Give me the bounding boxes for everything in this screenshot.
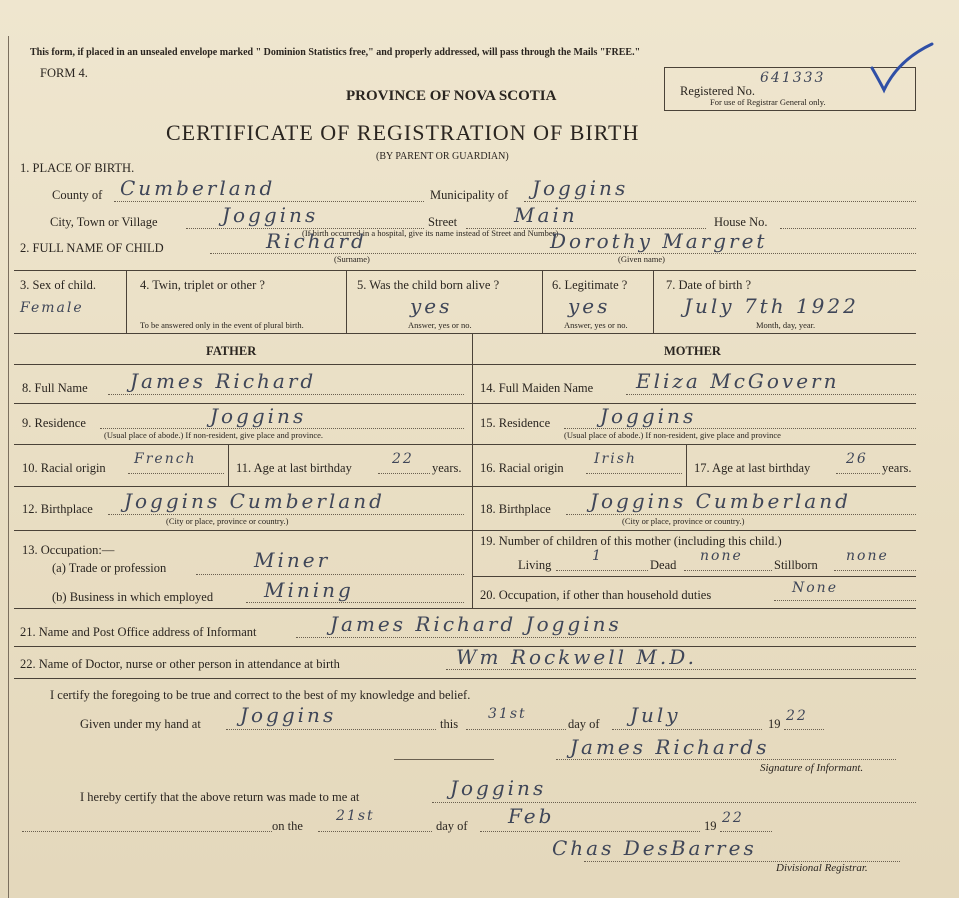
mother-birthplace-label: 18. Birthplace [480,502,551,516]
children-label: 19. Number of children of this mother (including this child.) [480,534,782,548]
certificate-subtitle: (BY PARENT OR GUARDIAN) [376,151,509,162]
alive-note: Answer, yes or no. [408,320,472,330]
father-birthplace: Joggins Cumberland [124,489,385,513]
father-racial: French [134,451,197,467]
stillborn-label: Stillborn [774,558,818,572]
business-value: Mining [264,578,354,602]
hospital-note: (If birth occurred in a hospital, give its name instead of Street and Number) [302,228,559,238]
house-label: House No. [714,215,768,229]
father-birthplace-note: (City or place, province or country.) [166,516,289,526]
given-note: (Given name) [618,254,665,264]
registrar-place: Joggins [450,776,547,800]
county-value: Cumberland [120,176,276,200]
doctor-value: Wm Rockwell M.D. [456,645,697,669]
province-heading: PROVINCE OF NOVA SCOTIA [346,88,557,104]
city-value: Joggins [222,203,319,227]
cert-month: July [630,703,681,727]
dob-note: Month, day, year. [756,320,816,330]
father-name-label: 8. Full Name [22,381,88,395]
left-border [8,36,9,898]
mother-residence: Joggins [600,404,697,428]
dead-value: none [700,548,743,564]
sex-value: Female [20,300,84,316]
sex-label: 3. Sex of child. [20,278,97,292]
father-age-label: 11. Age at last birthday [236,461,352,475]
informant-label: 21. Name and Post Office address of Informant [20,625,257,639]
mother-name: Eliza McGovern [636,369,840,393]
checkmark-icon [868,40,938,100]
father-racial-label: 10. Racial origin [22,461,106,475]
cert-day-label: day of [568,717,600,731]
registrar-text: I hereby certify that the above return was made to me at [80,790,360,804]
registrar-year: 22 [722,810,744,826]
mother-occupation: None [792,580,838,596]
city-label: City, Town or Village [50,215,158,229]
mother-residence-note: (Usual place of abode.) If non-resident, give place and province [564,430,781,440]
given-label: Given under my hand at [80,717,201,731]
mother-birthplace-note: (City or place, province or country.) [622,516,745,526]
doctor-label: 22. Name of Doctor, nurse or other person in attendance at birth [20,657,340,671]
cert-year-prefix: 19 [768,717,781,731]
mother-racial-label: 16. Racial origin [480,461,564,475]
father-name: James Richard [130,369,317,393]
alive-label: 5. Was the child born alive ? [357,278,500,292]
father-heading: FATHER [206,344,257,358]
mother-name-label: 14. Full Maiden Name [480,381,594,395]
registered-label: Registered No. [680,84,755,98]
mother-age-label: 17. Age at last birthday [694,461,811,475]
municipality-value: Joggins [532,176,629,200]
trade-label: (a) Trade or profession [52,561,167,575]
registrar-month: Feb [508,804,555,828]
dob-value: July 7th 1922 [684,294,859,318]
father-birthplace-label: 12. Birthplace [22,502,93,516]
certify-text: I certify the foregoing to be true and correct to the best of my knowledge and belief. [50,688,471,702]
mother-age: 26 [846,451,868,467]
legitimate-note: Answer, yes or no. [564,320,628,330]
county-label: County of [52,188,103,202]
informant-value: James Richard Joggins [330,612,622,636]
informant-signature: James Richards [570,735,770,759]
alive-value: yes [410,294,453,318]
business-label: (b) Business in which employed [52,590,214,604]
certificate-title: CERTIFICATE OF REGISTRATION OF BIRTH [166,120,640,145]
legitimate-value: yes [568,294,611,318]
dob-label: 7. Date of birth ? [666,278,752,292]
street-label: Street [428,215,458,229]
this-label: this [440,717,459,731]
mother-occupation-label: 20. Occupation, if other than household duties [480,588,712,602]
municipality-label: Municipality of [430,188,509,202]
street-value: Main [514,203,578,227]
legitimate-label: 6. Legitimate ? [552,278,628,292]
mother-birthplace: Joggins Cumberland [590,489,851,513]
twin-note: To be answered only in the event of plural birth. [140,320,304,330]
cert-year: 22 [786,708,808,724]
father-residence-label: 9. Residence [22,416,86,430]
registrar-year-prefix: 19 [704,819,717,833]
registrar-signature: Chas DesBarres [552,836,757,860]
father-occupation-label: 13. Occupation:— [22,543,115,557]
mother-residence-label: 15. Residence [480,416,551,430]
mother-racial: Irish [594,451,637,467]
registrar-day: 21st [336,808,375,824]
registrar-note: For use of Registrar General only. [710,97,826,107]
mother-heading: MOTHER [664,344,721,358]
stillborn-value: none [846,548,889,564]
trade-value: Miner [254,548,331,572]
father-residence: Joggins [210,404,307,428]
place-heading: 1. PLACE OF BIRTH. [20,161,135,175]
father-years: years. [432,461,462,475]
mother-years: years. [882,461,912,475]
registrar-day-label: day of [436,819,468,833]
child-given-name: Dorothy Margret [550,229,768,253]
father-residence-note: (Usual place of abode.) If non-resident, give place and province. [104,430,324,440]
father-age: 22 [392,451,414,467]
registrar-signature-label: Divisional Registrar. [776,862,868,874]
child-name-label: 2. FULL NAME OF CHILD [20,241,164,255]
living-value: 1 [592,548,603,564]
dead-label: Dead [650,558,677,572]
informant-signature-label: Signature of Informant. [760,762,864,774]
postal-notice: This form, if placed in an unsealed envelope marked " Dominion Statistics free," and properly addressed, will pass through the Mails "FREE." [30,47,641,58]
surname-note: (Surname) [334,254,370,264]
living-label: Living [518,558,552,572]
given-place: Joggins [240,703,337,727]
registrar-on-label: on the [272,819,303,833]
registered-number: 641333 [760,70,826,86]
cert-day: 31st [488,706,527,722]
twin-label: 4. Twin, triplet or other ? [140,278,265,292]
child-surname: Richard [266,229,367,253]
form-number: FORM 4. [40,66,88,80]
